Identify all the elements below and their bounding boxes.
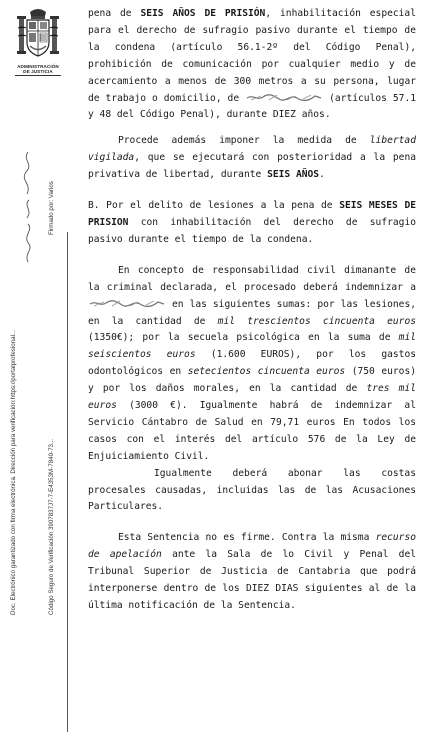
redacted-name-mark — [245, 93, 323, 102]
text-run: setecientos cincuenta euros — [187, 366, 346, 378]
text-run: SEIS AÑOS DE PRISIÓN — [140, 8, 266, 19]
csv-verification-code: Código Seguro de Verificación 3907837J7-7-E4353M-7840-73... — [48, 438, 55, 615]
text-run: (3000 €). Igualmente habrá de indemnizar al Servicio Cántabro de Salud en 79,71 euros En todos los casos con el interés del artículo 576 de la Ley de Enjuiciamiento Civil. — [88, 400, 416, 462]
text-run: mil seiscientos euros — [88, 332, 416, 361]
text-run: B. Por el delito de lesiones a la pena de — [88, 200, 340, 212]
text-run: . — [319, 169, 325, 181]
text-run: SEIS AÑOS — [267, 169, 320, 181]
handwritten-scribble-icon — [18, 150, 38, 274]
text-run: DIEZ años. — [272, 109, 331, 121]
verification-margin — [4, 110, 82, 620]
text-run: (750 euros) y por los daños morales, en la cantidad de — [88, 366, 416, 395]
paragraph-injury-sentence — [88, 198, 416, 249]
spain-coat-of-arms-icon — [16, 6, 60, 62]
signed-by-label: Firmado por: Varios — [48, 181, 55, 235]
text-run: recurso de apelación — [88, 532, 416, 561]
header-divider — [15, 75, 61, 76]
admin-line-2: DE JUSTICIA — [23, 69, 53, 75]
text-run: pena de — [88, 8, 141, 19]
text-run: mil trescientos cincuenta euros — [217, 315, 416, 327]
electronic-signature-note: Doc. Electrónico garantizado con firma electrónica. Dirección para verificación:https://portalprofesional... — [10, 329, 17, 615]
text-run: ante la Sala de lo Civil y Penal del Tribunal Superior de Justicia de Cantabria que podrá interponerse dentro de los DIEZ DIAS siguientes al de la última notificación de la Sentencia. — [88, 549, 416, 611]
admin-line-1: ADMINISTRACIÓN — [17, 64, 59, 69]
text-run: En concepto de responsabilidad civil dimanante de la criminal declarada, el procesado deberá indemnizar a — [88, 264, 416, 293]
text-run: en las siguientes sumas: por las lesiones, en la cantidad de — [88, 298, 416, 327]
text-run: tres mil euros — [88, 383, 416, 412]
paragraph-court-costs — [88, 466, 416, 517]
paragraph-civil-liability — [88, 263, 416, 466]
court-header — [10, 6, 66, 76]
text-run: libertad vigilada — [88, 135, 416, 164]
paragraph-prison-sentence — [88, 6, 416, 124]
text-run: (1.600 EUROS), por los gastos odontológicos en — [88, 349, 416, 378]
sentence-body — [88, 6, 416, 615]
text-run: , que se ejecutará con posterioridad a la pena privativa de libertad, durante — [88, 152, 416, 181]
text-run: Igualmente deberá abonar las costas procesales causadas, incluidas las de las Acusaciones Particulares. — [88, 467, 416, 513]
text-run: SEIS MESES DE PRISION — [88, 200, 416, 228]
administration-label — [10, 64, 66, 74]
text-run: Procede además imponer la medida de — [118, 135, 370, 147]
redacted-name-mark — [88, 299, 166, 308]
text-run: , inhabilitación especial para el derecho de sufragio pasivo durante el tiempo de la condena (artículo 56.1-2º del Código Penal), prohibición de comunicación por cualquier medio y de acercamiento a menos de 300 metros a su persona, lugar de trabajo o domicilio, de — [88, 8, 416, 104]
text-run: (1350€); por la secuela psicológica en la suma de — [88, 332, 399, 344]
margin-rule — [67, 232, 68, 732]
paragraph-supervised-release — [88, 133, 416, 184]
text-run: Esta Sentencia no es firme. Contra la misma — [118, 532, 376, 544]
text-run: con inhabilitación del derecho de sufragio pasivo durante el tiempo de la condena. — [88, 216, 416, 245]
paragraph-appeal-notice — [88, 530, 416, 615]
text-run: (artículos 57.1 y 48 del Código Penal), durante — [88, 92, 417, 121]
